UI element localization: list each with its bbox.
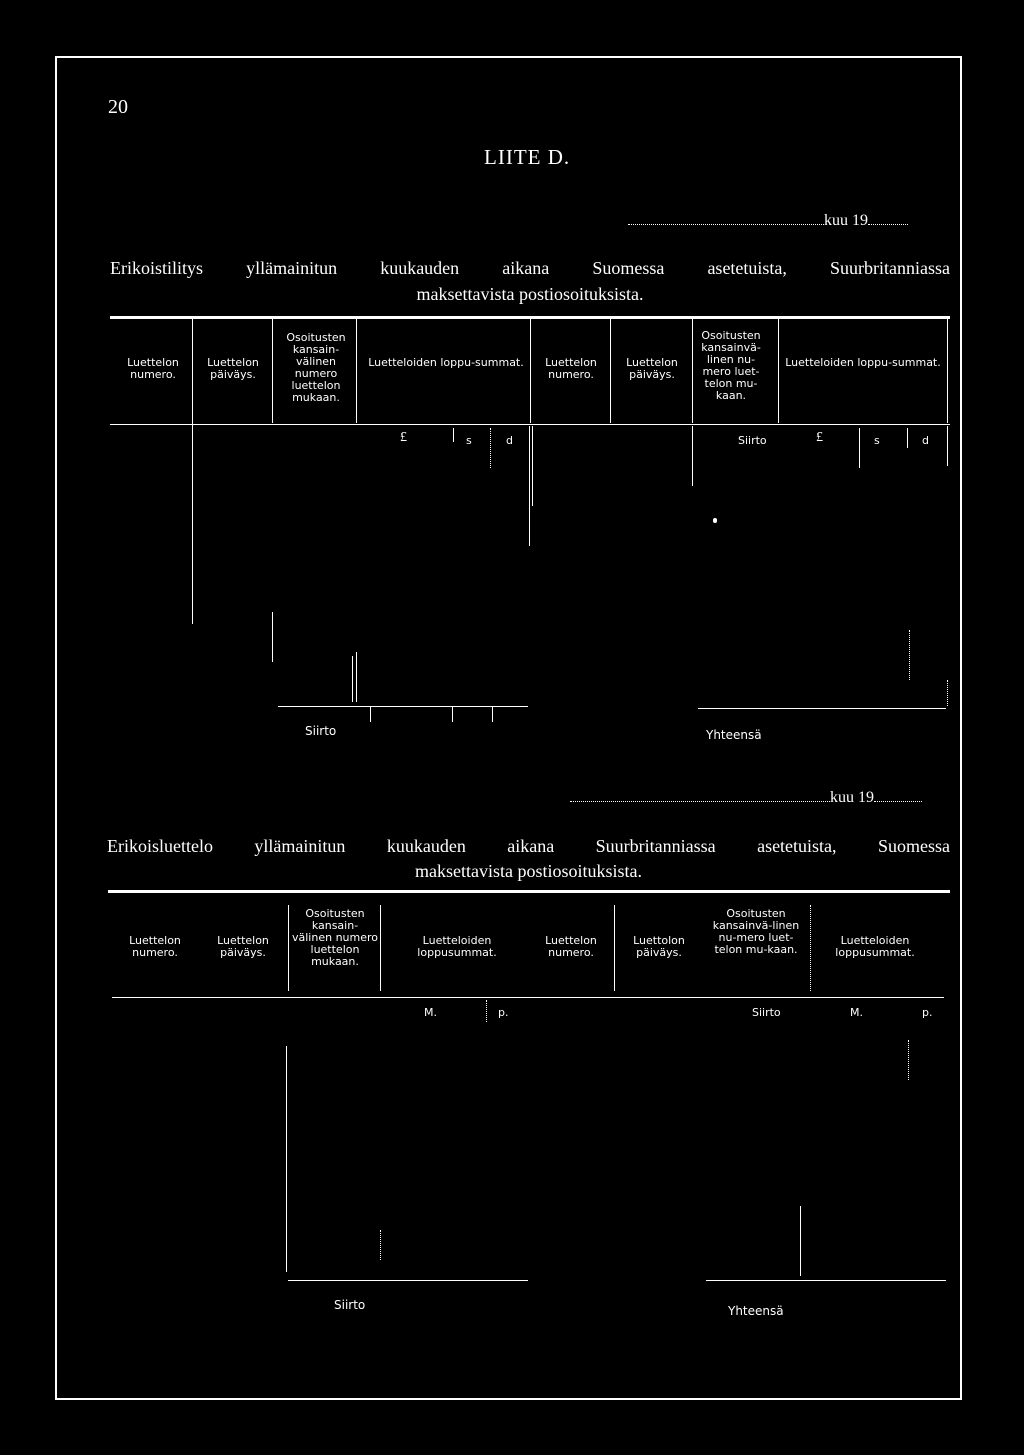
s2-total: Yhteensä bbox=[728, 1304, 784, 1318]
s2-col-divider-4 bbox=[810, 905, 811, 991]
section2-table-top-rule bbox=[108, 890, 950, 893]
s2-carry-over-top: Siirto bbox=[752, 1006, 781, 1019]
s1-foot-rule-b bbox=[452, 706, 453, 722]
s2-col-list-number-right: Luettelon numero. bbox=[545, 934, 597, 959]
section1-heading-line2: maksettavista postiosoituksista. bbox=[416, 284, 644, 304]
s2-body-rule-c bbox=[908, 1040, 909, 1080]
s1-body-rule-a bbox=[453, 428, 454, 442]
s1-carry-over-top: Siirto bbox=[738, 434, 767, 447]
s2-body-rule-e bbox=[380, 1230, 381, 1260]
s2-unit-markka-right: M. bbox=[850, 1006, 863, 1019]
s1-body-rule-i bbox=[272, 612, 273, 662]
s1-col-list-date-right: Luettelon päiväys. bbox=[626, 356, 678, 381]
s1-col-divider-8 bbox=[947, 318, 948, 423]
page-number: 20 bbox=[108, 96, 128, 118]
s2-subtotal-rule-right bbox=[706, 1280, 946, 1281]
s1-body-rule-k bbox=[356, 652, 357, 702]
section1-header-bottom-rule bbox=[110, 424, 950, 425]
s1-body-rule-l bbox=[909, 630, 910, 680]
section2-heading-line1: Erikoisluettelo yllämainitun kuukauden aikana Suurbritanniassa asetetuista, Suomessa bbox=[107, 836, 950, 856]
s1-unit-pence: d bbox=[506, 434, 513, 447]
s1-col-divider-7 bbox=[778, 318, 779, 423]
section1-date: kuu 19 bbox=[628, 212, 908, 230]
s2-col-intl-number-right: Osoitusten kansainvä-linen nu-mero luet-telon mu-kaan. bbox=[712, 907, 800, 956]
s1-unit-shilling: s bbox=[466, 434, 472, 447]
s1-bullet-mark bbox=[713, 518, 717, 523]
s2-col-totals-right: Luetteloiden loppusummat. bbox=[835, 934, 915, 959]
s1-body-rule-d bbox=[532, 426, 533, 506]
s1-body-rule-j bbox=[352, 656, 353, 702]
s1-unit-pence-right: d bbox=[922, 434, 929, 447]
s1-col-divider-6 bbox=[692, 318, 693, 423]
s2-col-intl-number: Osoitusten kansain-välinen numero luettelon mukaan. bbox=[292, 907, 379, 968]
s2-subtotal-rule-left bbox=[288, 1280, 528, 1281]
page-title: LIITE D. bbox=[484, 145, 571, 169]
s1-body-rule-b bbox=[490, 428, 491, 468]
s2-col-divider-1 bbox=[288, 905, 289, 991]
s1-body-rule-h bbox=[947, 426, 948, 466]
s2-unit-penni: p. bbox=[498, 1006, 509, 1019]
s1-col-divider-2 bbox=[272, 318, 273, 423]
s2-col-list-date: Luettelon päiväys. bbox=[217, 934, 269, 959]
s2-col-totals: Luetteloiden loppusummat. bbox=[417, 934, 497, 959]
s2-body-rule-d bbox=[800, 1206, 801, 1276]
s1-unit-shilling-right: s bbox=[874, 434, 880, 447]
s1-foot-rule-c bbox=[492, 706, 493, 722]
s1-col-divider-1 bbox=[192, 318, 193, 624]
s2-unit-markka: M. bbox=[424, 1006, 437, 1019]
s2-col-list-date-right: Luettolon päiväys. bbox=[633, 934, 685, 959]
section2-heading-line2: maksettavista postiosoituksista. bbox=[415, 861, 642, 881]
s2-unit-penni-right: p. bbox=[922, 1006, 933, 1019]
s2-col-divider-2 bbox=[380, 905, 381, 991]
s2-body-rule-a bbox=[486, 1000, 487, 1022]
s2-col-list-number: Luettelon numero. bbox=[129, 934, 181, 959]
s1-col-divider-5 bbox=[610, 318, 611, 423]
s1-foot-rule-a bbox=[370, 706, 371, 722]
s1-col-intl-number: Osoitusten kansain-välinen numero luettelon mukaan. bbox=[286, 331, 346, 404]
section1-heading-line1: Erikoistilitys yllämainitun kuukauden aikana Suomessa asetetuista, Suurbritanniassa bbox=[110, 258, 950, 278]
s1-body-rule-c bbox=[529, 426, 530, 546]
s1-col-intl-number-right: Osoitusten kansainvä-linen nu-mero luet-telon mu-kaan. bbox=[701, 329, 761, 402]
s2-body-rule-b bbox=[286, 1046, 287, 1272]
s2-col-divider-3 bbox=[614, 905, 615, 991]
s1-col-divider-3 bbox=[356, 318, 357, 423]
s1-body-rule-e bbox=[692, 426, 693, 486]
s1-col-divider-4 bbox=[530, 318, 531, 423]
s1-body-rule-g bbox=[907, 428, 908, 448]
s2-carry-over-bottom: Siirto bbox=[334, 1298, 366, 1312]
s1-col-list-date: Luettelon päiväys. bbox=[207, 356, 259, 381]
section2-date: kuu 19 bbox=[570, 789, 922, 807]
s1-body-rule-m bbox=[947, 680, 948, 706]
s1-body-rule-f bbox=[859, 428, 860, 468]
s1-col-totals-right: Luetteloiden loppu-summat. bbox=[785, 356, 941, 369]
s1-unit-pound-right: £ bbox=[816, 430, 823, 445]
s1-col-list-number-right: Luettelon numero. bbox=[545, 356, 597, 381]
s1-total: Yhteensä bbox=[706, 728, 762, 742]
s1-col-list-number: Luettelon numero. bbox=[127, 356, 179, 381]
s1-carry-over-bottom: Siirto bbox=[305, 724, 337, 738]
s1-subtotal-rule-left bbox=[278, 706, 528, 707]
section2-header-bottom-rule bbox=[112, 997, 944, 998]
s1-subtotal-rule-right bbox=[698, 708, 946, 709]
s1-col-totals: Luetteloiden loppu-summat. bbox=[368, 356, 524, 369]
s1-unit-pound: £ bbox=[400, 430, 407, 445]
